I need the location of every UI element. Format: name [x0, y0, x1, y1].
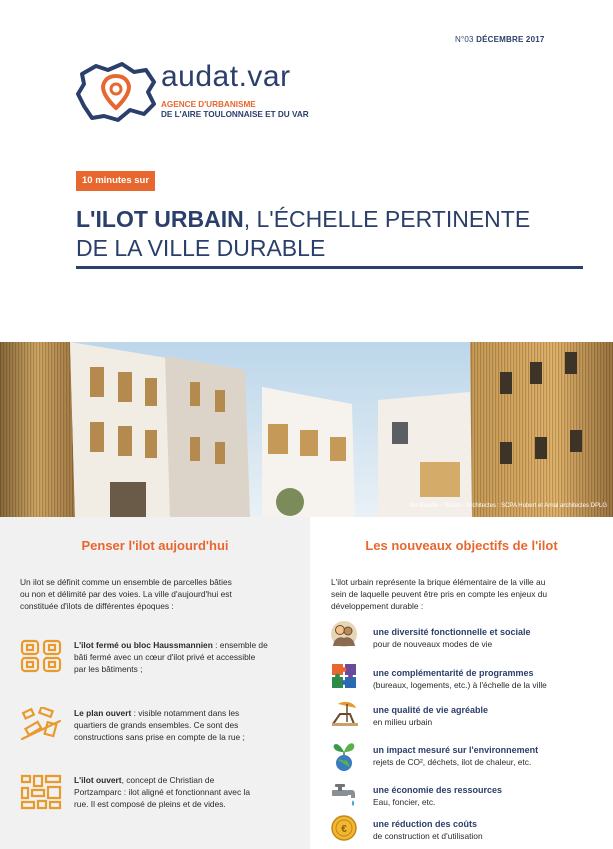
left-item-bold: Le plan ouvert: [74, 708, 132, 718]
title-bold: L'ILOT URBAIN: [76, 206, 244, 232]
audat-logo-icon: [74, 60, 158, 124]
left-item-text: : ensemble de: [212, 640, 268, 650]
right-item-sub: Eau, foncier, etc.: [373, 797, 436, 807]
right-item-quality: [373, 704, 613, 728]
page-title-line1: [76, 205, 530, 233]
open-block-icon: [20, 774, 64, 810]
brand-tagline-2: DE L'AIRE TOULONNAISE ET DU VAR: [161, 110, 309, 119]
faucet-icon: [330, 782, 358, 810]
right-intro-line: sein de laquelle peuvent être pris en compte les enjeux du: [331, 589, 548, 599]
left-item-text: quartiers de grands ensembles. Ce sont des: [74, 720, 239, 730]
coin-icon: [330, 814, 358, 842]
svg-text:€: €: [341, 824, 347, 835]
issue-info: [455, 35, 545, 44]
earth-plant-icon: [330, 738, 358, 772]
right-item-resources: [373, 784, 613, 808]
right-heading: Les nouveaux objectifs de l'ilot: [365, 538, 558, 553]
left-intro-line: Un ilot se définit comme un ensemble de parcelles bâties: [20, 577, 232, 587]
right-item-complementarity: [373, 667, 613, 691]
issue-number: N°03: [455, 35, 474, 44]
people-icon: [330, 620, 358, 648]
left-item-open-plan: [74, 707, 310, 743]
deckchair-icon: [330, 700, 360, 728]
left-item-text: : visible notamment dans les: [131, 708, 240, 718]
left-item-closed-block: [74, 639, 310, 675]
page-title-line2: DE LA VILLE DURABLE: [76, 235, 326, 261]
left-item-open-block: [74, 774, 310, 810]
photo-credit: Ilot Baudin - Toulon - Architectes : SCPA Hubert et Arnal architectes DPLG: [410, 503, 607, 509]
left-item-text: , concept de Christian de: [121, 775, 215, 785]
left-item-text: bâti fermé avec un cœur d'ilot privé et accessible: [74, 652, 256, 662]
right-intro-line: développement durable :: [331, 601, 424, 611]
right-item-sub: pour de nouveaux modes de vie: [373, 639, 493, 649]
left-intro-line: ou non et délimité par des voies. La ville d'aujourd'hui est: [20, 589, 232, 599]
right-item-diversity: [373, 626, 613, 650]
right-item-sub: en milieu urbain: [373, 717, 433, 727]
right-item-title: une complémentarité de programmes: [373, 668, 534, 678]
right-item-title: une diversité fonctionnelle et sociale: [373, 627, 531, 637]
right-item-sub: de construction et d'utilisation: [373, 831, 483, 841]
brand-tagline-1: AGENCE D'URBANISME: [161, 100, 256, 109]
left-item-text: Portzamparc : ilot aligné et fonctionnant avec la: [74, 787, 250, 797]
issue-date: DÉCEMBRE 2017: [476, 35, 545, 44]
title-rule: [76, 266, 583, 269]
right-item-title: une qualité de vie agréable: [373, 705, 489, 715]
right-item-title: un impact mesuré sur l'environnement: [373, 745, 539, 755]
left-item-text: par les bâtiments ;: [74, 664, 143, 674]
puzzle-icon: [330, 662, 358, 690]
right-item-environment: [373, 744, 613, 768]
left-intro: [20, 576, 310, 612]
open-plan-icon: [20, 707, 64, 743]
left-heading: Penser l'ilot aujourd'hui: [81, 538, 229, 553]
building-photo: [0, 342, 613, 517]
kicker-badge: 10 minutes sur: [76, 171, 155, 191]
left-item-bold: L'ilot ouvert: [74, 775, 122, 785]
right-item-costs: [373, 818, 613, 842]
left-item-text: constructions sans prise en compte de la rue ;: [74, 732, 245, 742]
closed-block-icon: [20, 639, 64, 673]
right-intro: [331, 576, 613, 612]
right-intro-line: L'ilot urbain représente la brique élémentaire de la ville au: [331, 577, 546, 587]
right-item-title: une réduction des coûts: [373, 819, 478, 829]
left-item-text: rue. Il est composé de pleins et de vides.: [74, 799, 226, 809]
title-rest: , L'ÉCHELLE PERTINENTE: [243, 206, 531, 232]
right-item-sub: rejets de CO², déchets, ilot de chaleur, etc.: [373, 757, 532, 767]
brand-name: audat.var: [161, 60, 291, 93]
right-item-sub: (bureaux, logements, etc.) à l'échelle de la ville: [373, 680, 547, 690]
left-intro-line: constituée d'ilots de différentes époques :: [20, 601, 174, 611]
left-item-bold: L'ilot fermé ou bloc Haussmannien: [74, 640, 213, 650]
right-item-title: une économie des ressources: [373, 785, 503, 795]
